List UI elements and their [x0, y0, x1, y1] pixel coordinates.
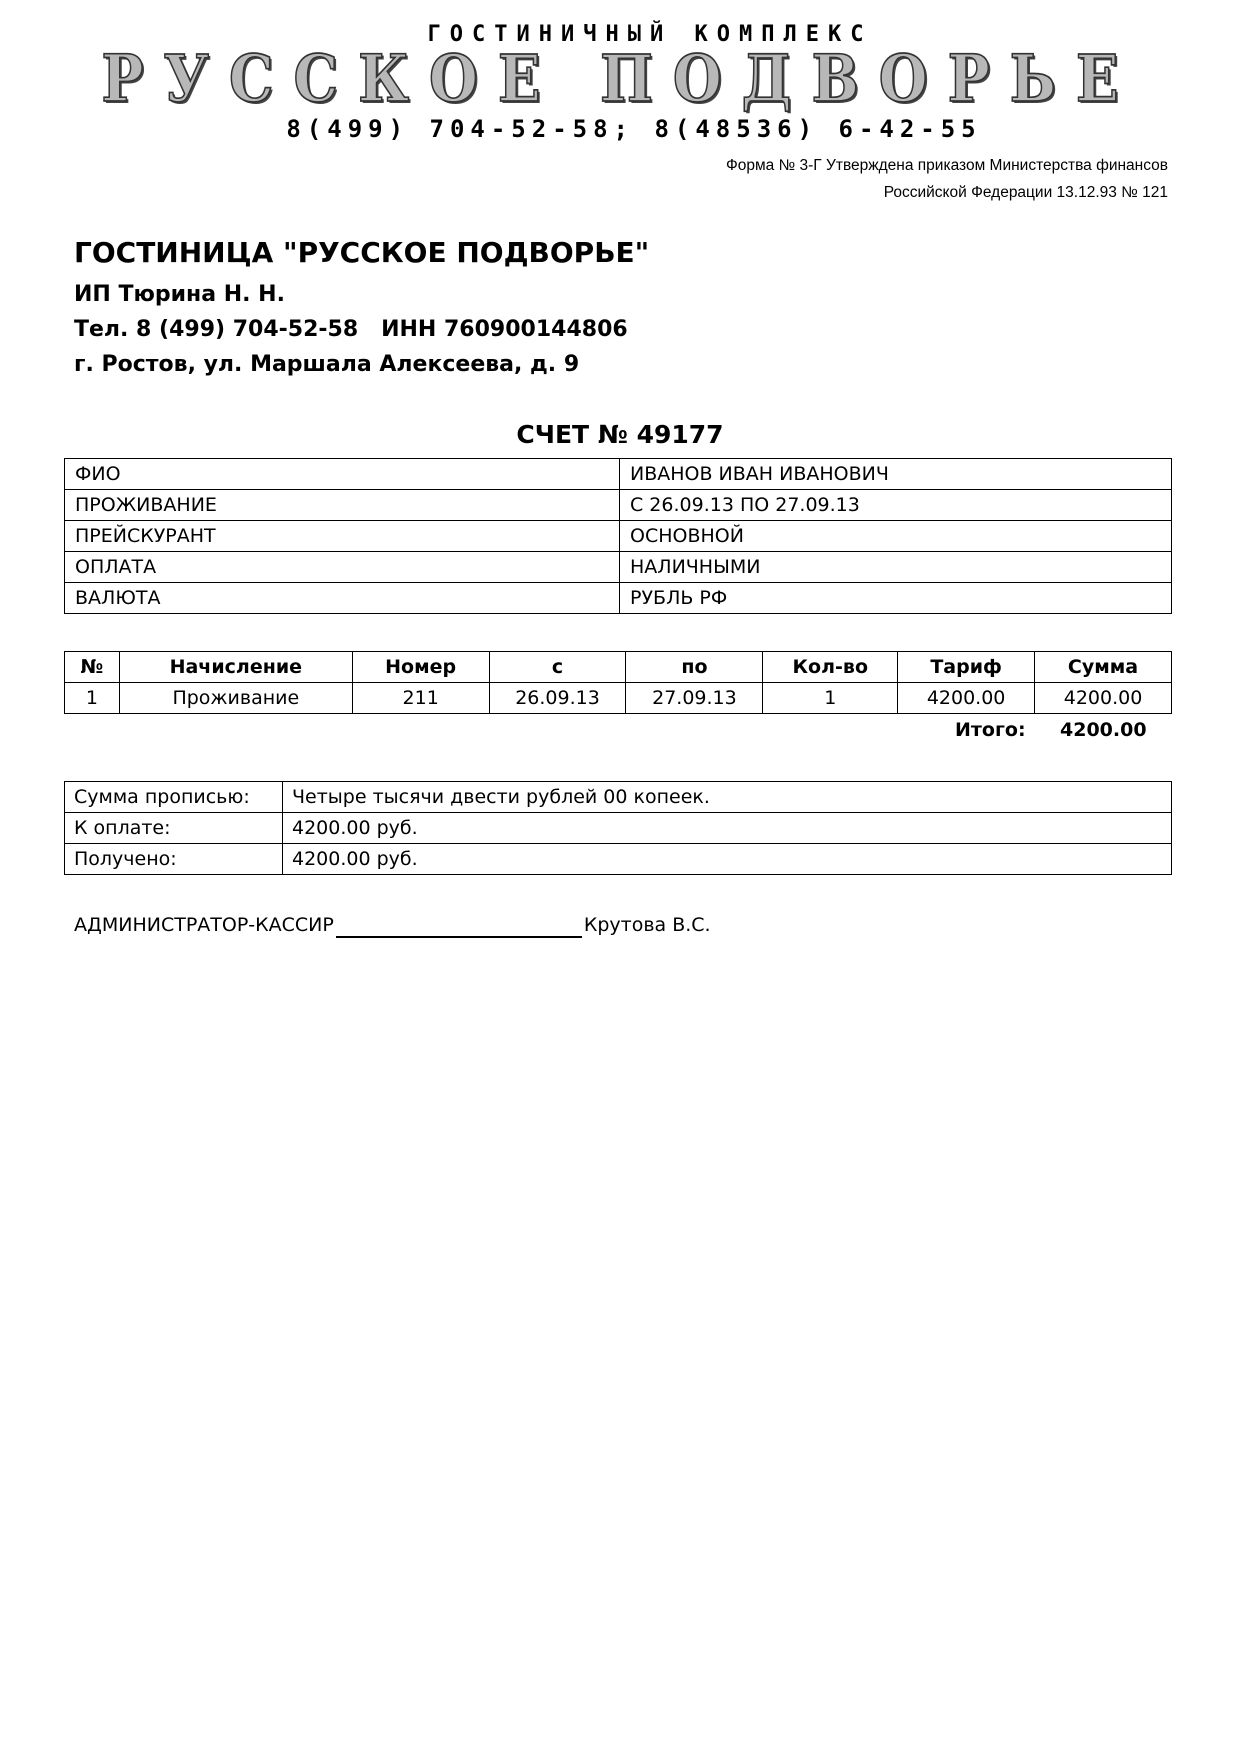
column-header-charge: Начисление [119, 652, 352, 683]
table-row [65, 583, 1172, 614]
summary-key: К оплате: [65, 813, 283, 844]
summary-value: 4200.00 руб. [283, 813, 1172, 844]
total-label: Итого: [955, 719, 1026, 741]
form-note-line-2: Российской Федерации 13.12.93 № 121 [883, 184, 1168, 201]
cell-number: 1 [65, 683, 120, 714]
info-key: ВАЛЮТА [65, 583, 620, 614]
hotel-owner: ИП Тюрина Н. Н. [74, 282, 285, 307]
summary-key: Сумма прописью: [65, 782, 283, 813]
cell-from: 26.09.13 [489, 683, 626, 714]
cell-rate: 4200.00 [898, 683, 1035, 714]
table-row [65, 844, 1172, 875]
table-row [65, 813, 1172, 844]
form-note-line-1: Форма № 3-Г Утверждена приказом Министерства финансов [725, 157, 1168, 174]
cell-to: 27.09.13 [626, 683, 763, 714]
table-row [65, 521, 1172, 552]
summary-value: Четыре тысячи двести рублей 00 копеек. [283, 782, 1172, 813]
info-value: НАЛИЧНЫМИ [620, 552, 1172, 583]
summary-value: 4200.00 руб. [283, 844, 1172, 875]
payment-summary-table [64, 781, 1172, 875]
total-value: 4200.00 [1060, 719, 1147, 741]
cell-room: 211 [352, 683, 489, 714]
table-row [65, 552, 1172, 583]
table-header-row [65, 652, 1172, 683]
logo-phones: 8(499) 704-52-58; 8(48536) 6-42-55 [286, 115, 982, 143]
info-key: ПРОЖИВАНИЕ [65, 490, 620, 521]
cell-amount: 4200.00 [1035, 683, 1172, 714]
hotel-name: ГОСТИНИЦА "РУССКОЕ ПОДВОРЬЕ" [74, 236, 650, 269]
hotel-logo [0, 22, 1240, 144]
signature-block [74, 912, 711, 938]
guest-info-table [64, 458, 1172, 614]
table-row [65, 490, 1172, 521]
table-row [65, 683, 1172, 714]
cell-charge: Проживание [119, 683, 352, 714]
charges-table [64, 651, 1172, 714]
hotel-phone-inn: Тел. 8 (499) 704-52-58 ИНН 760900144806 [74, 317, 628, 342]
column-header-rate: Тариф [898, 652, 1035, 683]
info-key: ФИО [65, 459, 620, 490]
logo-title: РУССКОЕ ПОДВОРЬЕ [101, 41, 1139, 117]
column-header-amount: Сумма [1035, 652, 1172, 683]
hotel-address: г. Ростов, ул. Маршала Алексеева, д. 9 [74, 352, 580, 377]
column-header-from: с [489, 652, 626, 683]
invoice-title: СЧЕТ № 49177 [516, 420, 724, 449]
table-row [65, 459, 1172, 490]
info-key: ОПЛАТА [65, 552, 620, 583]
info-value: С 26.09.13 ПО 27.09.13 [620, 490, 1172, 521]
column-header-room: Номер [352, 652, 489, 683]
info-key: ПРЕЙСКУРАНТ [65, 521, 620, 552]
info-value: ОСНОВНОЙ [620, 521, 1172, 552]
column-header-quantity: Кол-во [763, 652, 898, 683]
signature-role: АДМИНИСТРАТОР-КАССИР [74, 914, 334, 936]
signature-line [336, 914, 582, 938]
info-value: РУБЛЬ РФ [620, 583, 1172, 614]
form-approval-note [726, 152, 1168, 206]
column-header-number: № [65, 652, 120, 683]
summary-key: Получено: [65, 844, 283, 875]
info-value: ИВАНОВ ИВАН ИВАНОВИЧ [620, 459, 1172, 490]
column-header-to: по [626, 652, 763, 683]
table-row [65, 782, 1172, 813]
cell-quantity: 1 [763, 683, 898, 714]
signature-name: Крутова В.С. [583, 914, 711, 936]
logo-subtitle: ГОСТИНИЧНЫЙ КОМПЛЕКС [427, 22, 873, 47]
